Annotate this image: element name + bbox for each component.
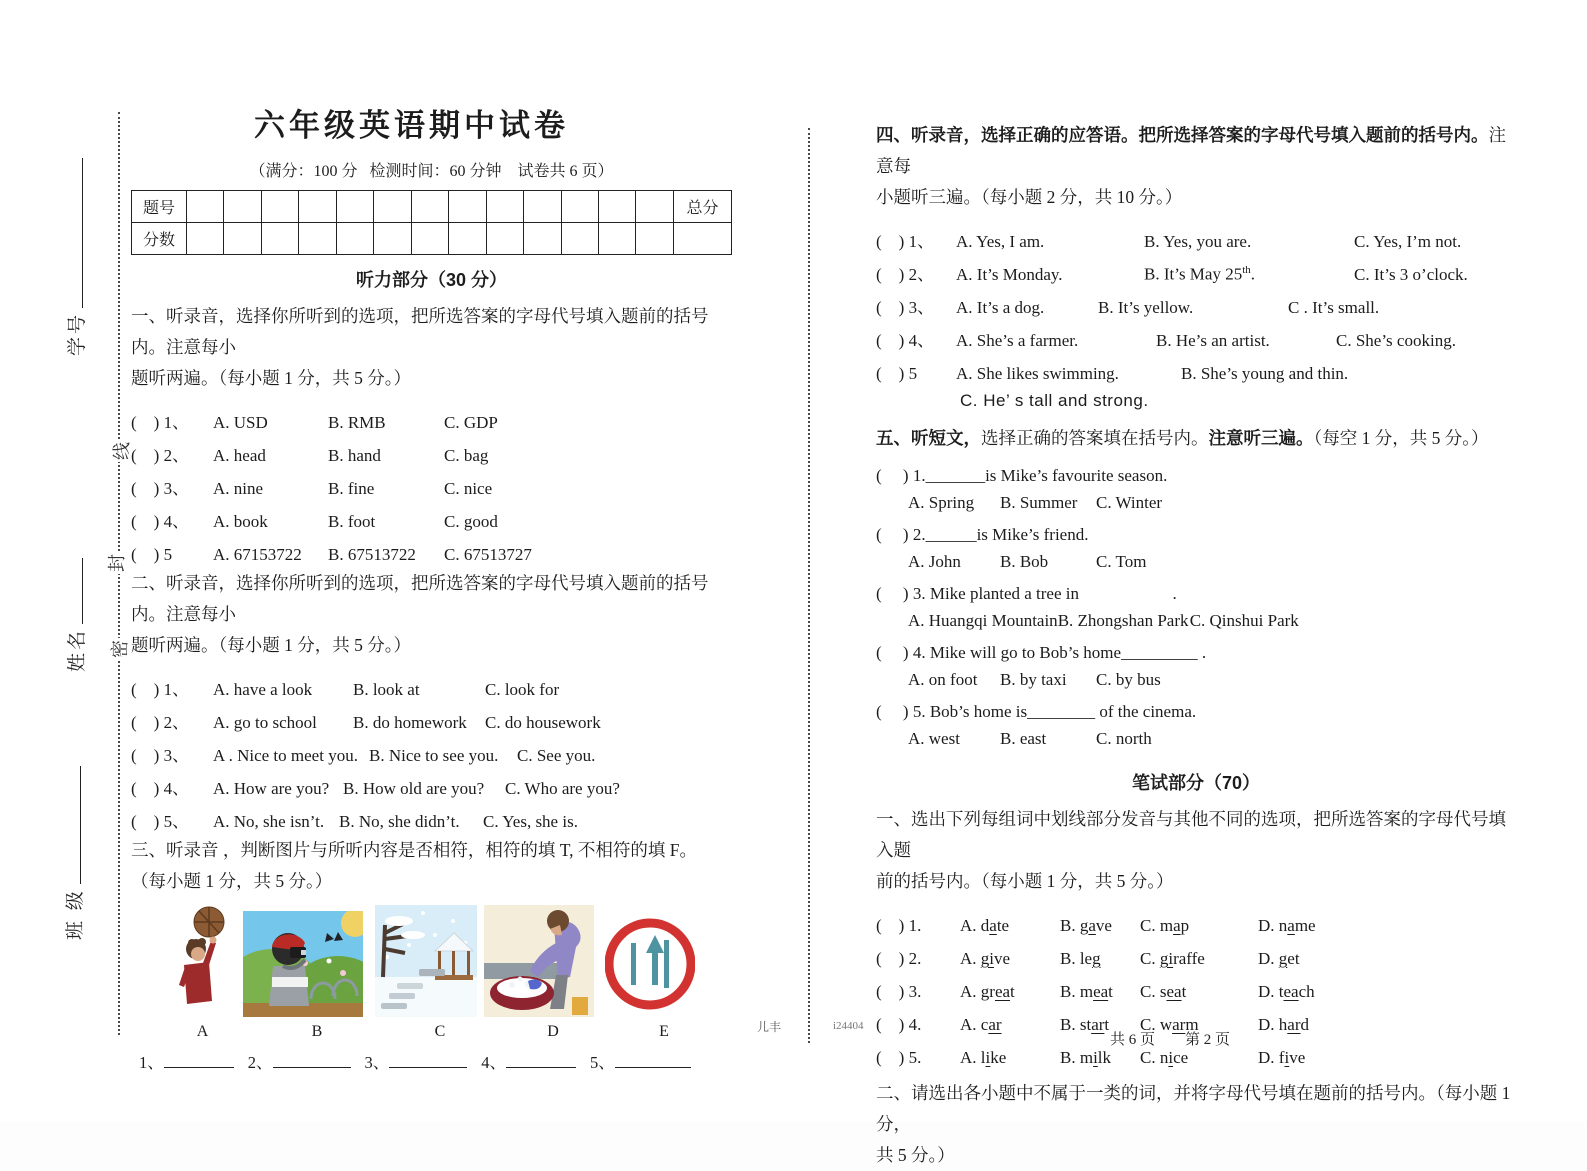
option-row: A. on foot B. by taxi C. by bus	[908, 670, 1161, 689]
question-row: ( ) 5 A. She likes swimming. B. She’s young and thin.	[876, 364, 1349, 383]
written-section2-instructions: 二、请选出各小题中不属于一类的词，并将字母代号填在题前的括号内。（每小题 1 分， 共 5 分。）	[876, 1083, 1511, 1165]
exam-title: 六年级英语期中试卷	[254, 108, 569, 143]
class-field	[60, 766, 87, 940]
section3-instructions: 三、听录音 ，判断图片与所听内容是否相符，相符的填 T, 不相符的填 F。 （每小题 1 分，共 5 分。）	[131, 840, 697, 891]
question-row: ( ) 2、 A. head B. hand C. bag	[131, 446, 489, 465]
picture-label: E	[659, 1023, 669, 1040]
exam-subtitle: （满分：100 分 检测时间：60 分钟 试卷共 6 页）	[249, 163, 614, 180]
written-section1-instructions: 一、选出下列每组词中划线部分发音与其他不同的选项，把所选答案的字母代号填入题 前的括号内。（每小题 1 分，共 5 分。）	[876, 809, 1506, 891]
answer-blank-line	[389, 1053, 467, 1068]
question-stem: ( ) 1._______is Mike’s favourite season.	[876, 466, 1168, 485]
score-table-qnum-label: 题号	[132, 191, 187, 223]
answer-blank-line	[273, 1053, 351, 1068]
question-row: ( ) 4、 A. book B. foot C. good	[131, 512, 498, 531]
question-row: ( ) 4. A. car B. start C. warm D. hard	[876, 1015, 1309, 1034]
question5-option-c: C. He’ s tall and strong.	[960, 391, 1149, 410]
question-row: ( ) 3、 A . Nice to meet you. B. Nice to see you. C. See you.	[131, 746, 596, 765]
question-row: ( ) 2. A. give B. leg C. giraffe D. get	[876, 949, 1300, 968]
question-row: ( ) 5 A. 67153722 B. 67513722 C. 67513727	[131, 545, 532, 564]
listening-part-title: 听力部分（30 分）	[355, 270, 508, 290]
question-stem: ( ) 2.______is Mike’s friend.	[876, 525, 1089, 544]
superscript-th: th	[1242, 264, 1251, 277]
section1-items	[131, 408, 732, 564]
section4-items	[876, 227, 1516, 411]
student-number-field	[62, 158, 89, 356]
left-page-column	[131, 100, 732, 1073]
question-row: ( ) 5. A. like B. milk C. nice D. five	[876, 1048, 1306, 1067]
name-label: 姓名	[67, 627, 88, 672]
picture-labels	[131, 1023, 732, 1041]
question-row: ( ) 5、 A. No, she isn’t. B. No, she didn’t. C. Yes, she is.	[131, 812, 578, 831]
score-table-question-row	[132, 191, 732, 223]
answer-blank-line	[506, 1053, 576, 1068]
option-row: A. Huangqi Mountain B. Zhongshan Park C. Qinshui Park	[908, 611, 1299, 630]
page-footer: 共 6 页 第 2 页	[1110, 1032, 1231, 1048]
blank-number: 4、	[481, 1053, 506, 1072]
written-part-title: 笔试部分（70）	[1131, 773, 1261, 793]
blank-number: 5、	[590, 1053, 615, 1072]
blank-number: 3、	[364, 1053, 390, 1072]
blank-number: 1、	[139, 1053, 164, 1072]
score-table-score-row	[132, 223, 732, 255]
student-number-label: 学号	[67, 311, 88, 356]
seal-char-mi: 密	[106, 638, 132, 660]
boy-taking-photo-image	[243, 911, 363, 1017]
student-number-line	[79, 158, 83, 308]
question-row: ( ) 2、 A. go to school B. do homework C. do housework	[131, 713, 601, 732]
question-row: ( ) 1、 A. USD B. RMB C. GDP	[131, 413, 498, 432]
question-row: ( ) 2、 A. It’s Monday. B. It’s May 25th. C. It’s 3 o’clock.	[876, 264, 1468, 284]
section5-items	[876, 461, 1516, 749]
section1-instructions: 一、听录音，选择你所听到的选项，把所选答案的字母代号填入题前的括号内。注意每小 题听两遍。（每小题 1 分，共 5 分。）	[131, 306, 709, 388]
section4-instructions: 四、听录音，选择正确的应答语。把所选择答案的字母代号填入题前的括号内。注意每 小题听三遍。（每小题 2 分，共 10 分。）	[876, 125, 1506, 207]
lane-traffic-sign-image	[605, 907, 695, 1017]
question-row: ( ) 3. A. great B. meat C. seat D. teach	[876, 982, 1315, 1001]
picture-label: A	[196, 1023, 209, 1040]
picture-strip	[131, 905, 732, 1017]
name-line	[79, 558, 83, 624]
picture-label: C	[434, 1023, 446, 1040]
section2-items	[131, 675, 732, 831]
right-page-column	[876, 120, 1516, 1171]
answer-blanks-row	[139, 1049, 732, 1073]
boy-spinning-basketball-image	[175, 905, 230, 1017]
seal-char-xian: 线	[108, 440, 134, 462]
question-row: ( ) 3、 A. It’s a dog. B. It’s yellow. C . It’s small.	[876, 298, 1380, 317]
answer-blank-line	[615, 1053, 691, 1068]
washing-clothes-image	[484, 905, 594, 1017]
section5-instructions: 五、听短文，选择正确的答案填在括号内。注意听三遍。（每空 1 分，共 5 分。）	[876, 428, 1489, 448]
score-table-score-label: 分数	[132, 223, 187, 255]
class-label: 班 级	[65, 888, 86, 940]
option-row: A. John B. Bob C. Tom	[908, 552, 1147, 571]
picture-label: B	[311, 1023, 323, 1040]
print-code: i24404	[833, 1020, 864, 1032]
option-row: A. Spring B. Summer C. Winter	[908, 493, 1163, 512]
score-table-total-label: 总分	[674, 191, 732, 223]
question-row: ( ) 1. A. date B. gave C. map D. name	[876, 916, 1316, 935]
class-line	[77, 766, 81, 884]
question-stem: ( ) 3. Mike planted a tree in .	[876, 584, 1177, 603]
picture-label: D	[547, 1023, 559, 1040]
snowy-park-pavilion-image	[375, 905, 477, 1017]
seal-char-feng: 封	[103, 552, 129, 574]
question-stem: ( ) 4. Mike will go to Bob’s home_________ .	[876, 643, 1207, 662]
page-divider-dotted-line	[808, 128, 810, 1043]
question-row: ( ) 4、 A. She’s a farmer. B. He’s an artist. C. She’s cooking.	[876, 331, 1456, 350]
answer-blank-line	[164, 1053, 234, 1068]
option-row: A. west B. east C. north	[908, 729, 1152, 748]
question-row: ( ) 4、 A. How are you? B. How old are you? C. Who are you?	[131, 779, 620, 798]
stray-print-mark: 儿丰	[757, 1020, 782, 1034]
section2-instructions: 二、听录音，选择你所听到的选项，把所选答案的字母代号填入题前的括号内。注意每小 题听两遍。（每小题 1 分，共 5 分。）	[131, 573, 709, 655]
blank-number: 2、	[247, 1053, 273, 1072]
question-row: ( ) 1、 A. Yes, I am. B. Yes, you are. C. Yes, I’m not.	[876, 232, 1462, 251]
name-field	[62, 558, 89, 672]
question-row: ( ) 3、 A. nine B. fine C. nice	[131, 479, 493, 498]
question-row: ( ) 1、 A. have a look B. look at C. look for	[131, 680, 560, 699]
score-table	[131, 190, 732, 255]
question-stem: ( ) 5. Bob’s home is________ of the cinema.	[876, 702, 1197, 721]
